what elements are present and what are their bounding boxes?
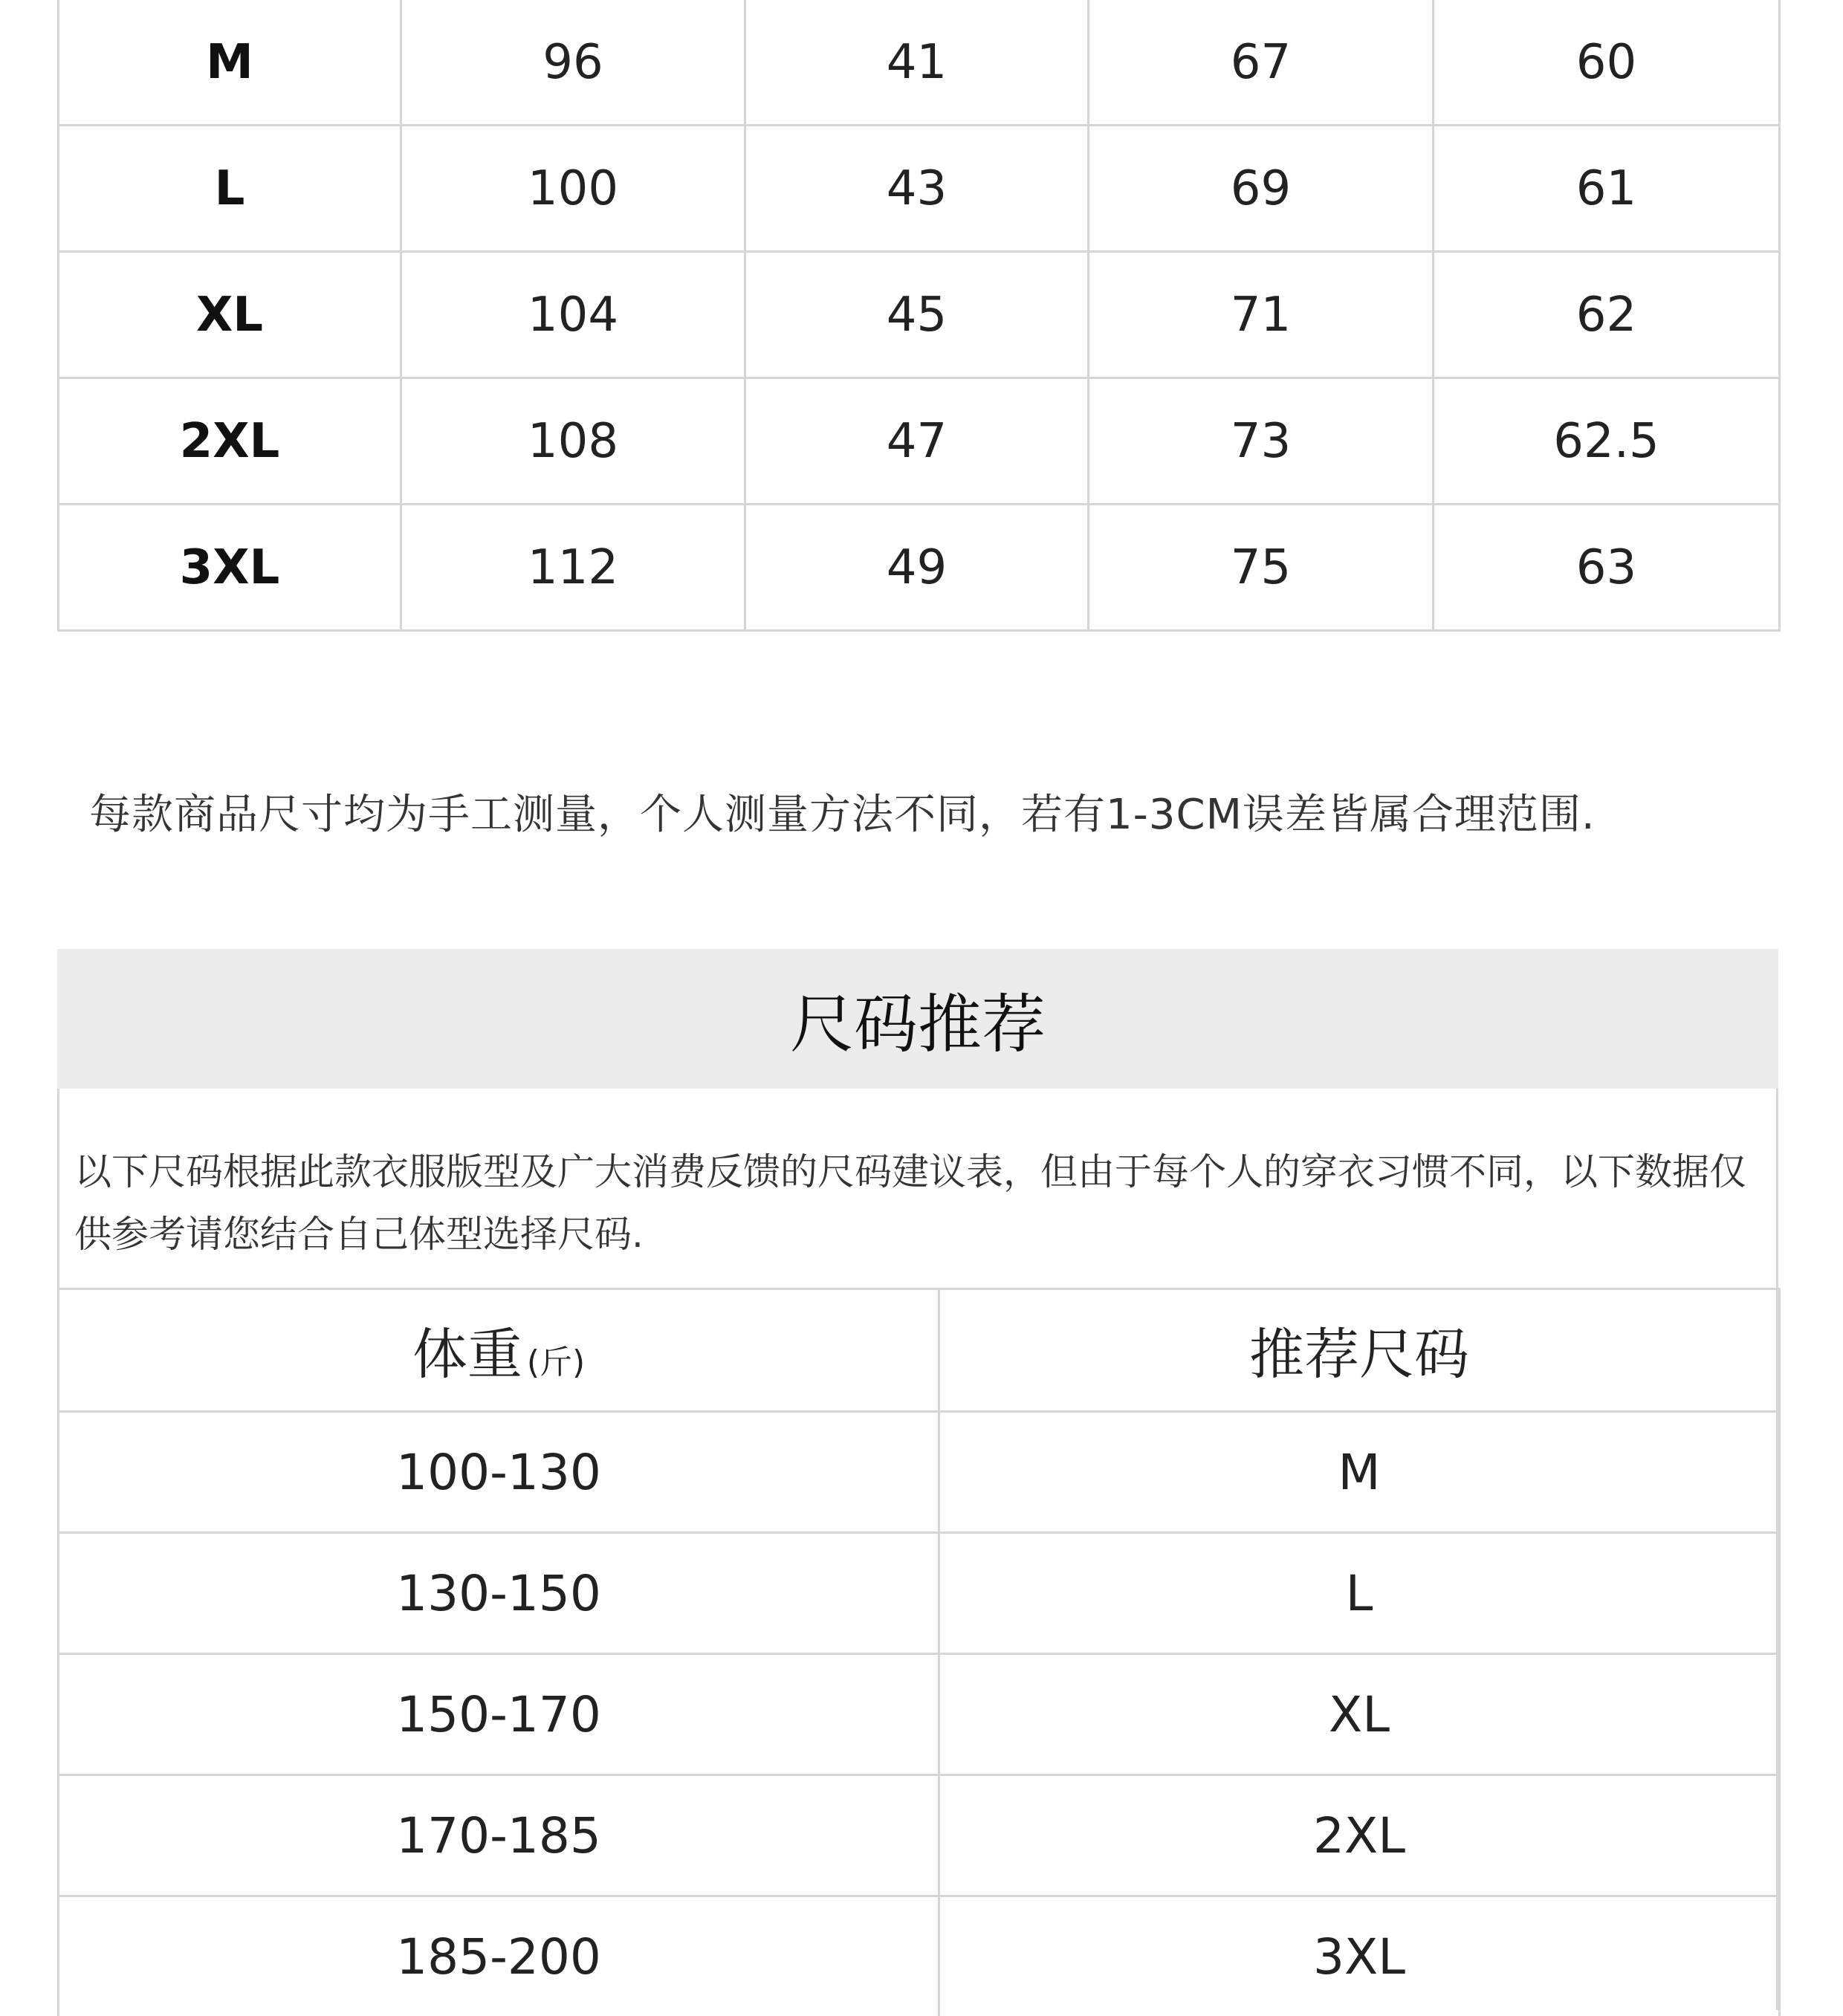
size-chart-table <box>57 0 1781 632</box>
table-row <box>59 126 1780 252</box>
value-cell: 49 <box>745 505 1089 631</box>
value-cell: 69 <box>1089 126 1434 252</box>
size-column-header: 推荐尺码 <box>939 1289 1780 1412</box>
recommended-size-cell: XL <box>939 1654 1780 1775</box>
value-cell: 43 <box>745 126 1089 252</box>
table-row <box>59 1896 1780 2016</box>
value-cell: 67 <box>1089 0 1434 126</box>
value-cell: 62.5 <box>1434 378 1780 505</box>
weight-header-label: 体重 <box>412 1323 522 1387</box>
value-cell: 41 <box>745 0 1089 126</box>
table-row <box>59 1775 1780 1896</box>
recommendation-section <box>57 1089 1778 2010</box>
recommended-size-cell: M <box>939 1412 1780 1533</box>
value-cell: 60 <box>1434 0 1780 126</box>
table-row <box>59 252 1780 378</box>
table-row <box>59 1412 1780 1533</box>
weight-cell: 185-200 <box>59 1896 939 2016</box>
value-cell: 62 <box>1434 252 1780 378</box>
table-row <box>59 1654 1780 1775</box>
recommendation-table <box>57 1288 1781 2016</box>
recommendation-title: 尺码推荐 <box>57 949 1778 1089</box>
table-row <box>59 1533 1780 1654</box>
weight-column-header <box>59 1289 939 1412</box>
table-row <box>59 505 1780 631</box>
value-cell: 63 <box>1434 505 1780 631</box>
weight-cell: 150-170 <box>59 1654 939 1775</box>
size-cell: M <box>59 0 401 126</box>
recommended-size-cell: 3XL <box>939 1896 1780 2016</box>
weight-cell: 130-150 <box>59 1533 939 1654</box>
table-row <box>59 378 1780 505</box>
weight-cell: 170-185 <box>59 1775 939 1896</box>
value-cell: 112 <box>401 505 745 631</box>
value-cell: 71 <box>1089 252 1434 378</box>
value-cell: 73 <box>1089 378 1434 505</box>
weight-unit-label: (斤) <box>527 1344 585 1381</box>
table-row <box>59 0 1780 126</box>
size-cell: 2XL <box>59 378 401 505</box>
value-cell: 61 <box>1434 126 1780 252</box>
value-cell: 75 <box>1089 505 1434 631</box>
value-cell: 108 <box>401 378 745 505</box>
value-cell: 104 <box>401 252 745 378</box>
size-cell: XL <box>59 252 401 378</box>
size-cell: 3XL <box>59 505 401 631</box>
value-cell: 96 <box>401 0 745 126</box>
recommended-size-cell: 2XL <box>939 1775 1780 1896</box>
measurement-note: 每款商品尺寸均为手工测量，个人测量方法不同，若有1-3CM误差皆属合理范围. <box>89 782 1798 841</box>
size-cell: L <box>59 126 401 252</box>
recommendation-intro: 以下尺码根据此款衣服版型及广大消费反馈的尺码建议表，但由于每个人的穿衣习惯不同，以下数据仅供参考请您结合自己体型选择尺码. <box>74 1141 1761 1265</box>
value-cell: 45 <box>745 252 1089 378</box>
value-cell: 47 <box>745 378 1089 505</box>
weight-cell: 100-130 <box>59 1412 939 1533</box>
recommended-size-cell: L <box>939 1533 1780 1654</box>
table-header-row <box>59 1289 1780 1412</box>
value-cell: 100 <box>401 126 745 252</box>
